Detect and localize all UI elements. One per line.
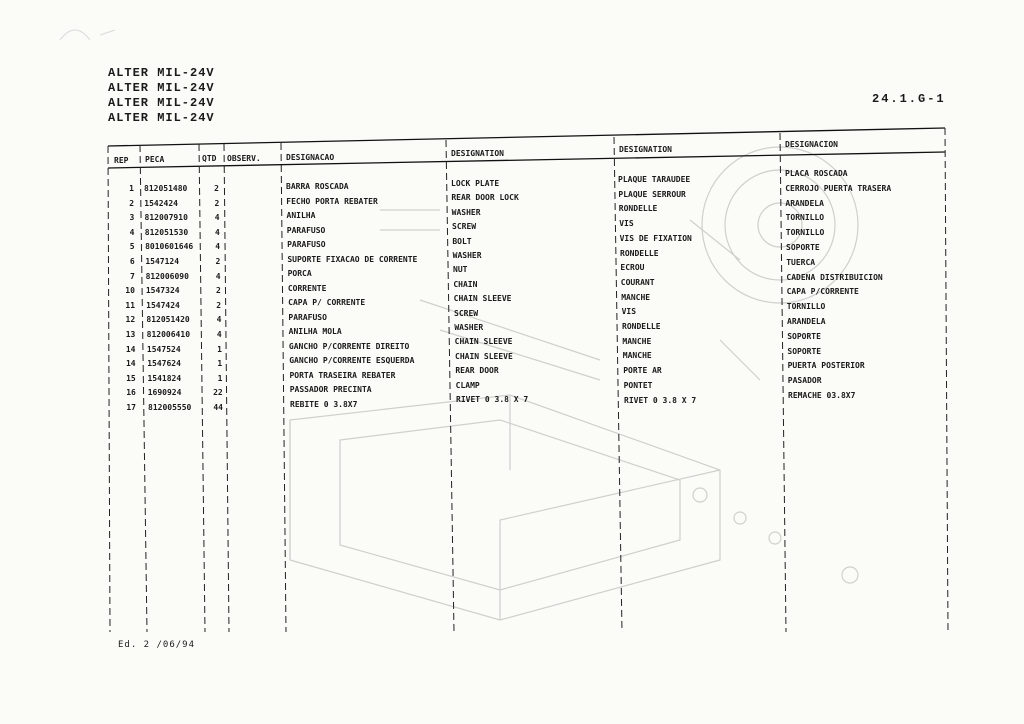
- cell-designacion: TORNILLO: [785, 228, 825, 238]
- cell-peca: 812006410: [146, 330, 191, 339]
- cell-designacion: SOPORTE: [787, 331, 821, 341]
- cell-designacion: CERROJO PUERTA TRASERA: [785, 183, 892, 193]
- cell-designation-fr: VIS DE FIXATION: [619, 233, 692, 243]
- cell-rep: 12: [125, 315, 136, 325]
- cell-designacao: PARAFUSO: [287, 240, 326, 249]
- cell-qtd: 4: [215, 242, 221, 252]
- title-line: ALTER MIL-24V: [108, 111, 215, 125]
- cell-qtd: 1: [217, 373, 223, 383]
- column-header-designation-fr: DESIGNATION: [619, 145, 672, 154]
- cell-designacao: BARRA ROSCADA: [286, 182, 349, 191]
- cell-peca: 812051530: [144, 227, 189, 237]
- cell-designation-fr: ECROU: [620, 263, 645, 273]
- cell-designacion: TORNILLO: [786, 302, 826, 312]
- cell-designation-fr: MANCHE: [622, 351, 652, 361]
- cell-rep: 16: [126, 388, 136, 398]
- cell-peca: 1547524: [146, 344, 181, 354]
- cell-designation-en: WASHER: [451, 207, 481, 217]
- cell-designacion: ARANDELA: [787, 317, 826, 326]
- cell-designation-fr: RIVET 0 3.8 X 7: [624, 395, 697, 405]
- column-header-peca: PECA: [145, 155, 165, 164]
- cell-qtd: 44: [213, 403, 223, 412]
- cell-designacao: ANILHA MOLA: [288, 327, 342, 336]
- cell-designacao: PORCA: [287, 269, 312, 278]
- cell-designacion: SOPORTE: [787, 346, 822, 356]
- cell-peca: 1541824: [147, 373, 182, 383]
- cell-peca: 8010601646: [145, 242, 194, 252]
- cell-qtd: 22: [213, 388, 223, 398]
- cell-designation-fr: RONDELLE: [622, 322, 661, 331]
- cell-qtd: 4: [215, 271, 221, 281]
- cell-designation-fr: RONDELLE: [620, 248, 659, 258]
- cell-designacao: PARAFUSO: [286, 225, 326, 235]
- title-line: ALTER MIL-24V: [108, 81, 215, 95]
- cell-designacion: ARANDELA: [785, 198, 824, 208]
- cell-rep: 14: [125, 359, 136, 369]
- cell-rep: 10: [125, 286, 135, 296]
- title-line: ALTER MIL-24V: [108, 66, 215, 80]
- cell-designation-fr: PLAQUE TARAUDEE: [618, 175, 691, 184]
- cell-rep: 6: [129, 257, 135, 266]
- column-header-qtd: QTD: [202, 154, 217, 163]
- cell-designacao: PORTA TRASEIRA REBATER: [289, 370, 396, 380]
- cell-designacion: PUERTA POSTERIOR: [787, 361, 865, 371]
- cell-rep: 1: [129, 184, 134, 193]
- cell-designacao: GANCHO P/CORRENTE ESQUERDA: [289, 356, 415, 365]
- cell-qtd: 4: [216, 330, 222, 339]
- cell-designacion: REMACHE 03.8X7: [788, 391, 856, 400]
- cell-rep: 4: [129, 227, 135, 237]
- cell-peca: 812007910: [144, 213, 188, 223]
- cell-designation-en: RIVET 0 3.8 X 7: [456, 395, 529, 404]
- cell-designacao: GANCHO P/CORRENTE DIREITO: [288, 341, 410, 351]
- cell-designation-en: SCREW: [454, 308, 479, 318]
- cell-designation-en: REAR DOOR: [455, 366, 499, 376]
- cell-designacion: CADENA DISTRIBUICION: [786, 272, 883, 282]
- cell-designation-fr: PONTET: [623, 380, 653, 390]
- cell-designacao: PARAFUSO: [288, 312, 327, 322]
- cell-peca: 1547624: [147, 359, 181, 369]
- cell-peca: 812051420: [146, 315, 190, 325]
- cell-designation-en: CHAIN SLEEVE: [455, 351, 513, 361]
- cell-designacion: TORNILLO: [785, 213, 825, 223]
- cell-rep: 11: [125, 300, 136, 310]
- cell-designacao: ANILHA: [286, 211, 316, 220]
- column-header-designacion: DESIGNACION: [785, 140, 838, 149]
- cell-designacao: CAPA P/ CORRENTE: [288, 298, 366, 307]
- cell-designacao: REBITE 0 3.8X7: [290, 399, 358, 409]
- cell-designation-en: WASHER: [452, 251, 482, 260]
- cell-rep: 17: [126, 403, 136, 412]
- cell-peca: 812006090: [145, 271, 189, 281]
- cell-peca: 1547324: [145, 286, 180, 296]
- cell-designation-en: WASHER: [454, 323, 484, 332]
- cell-designation-fr: COURANT: [620, 277, 655, 287]
- cell-designacion: PASADOR: [787, 376, 822, 386]
- cell-designation-en: LOCK PLATE: [451, 179, 500, 188]
- cell-designation-en: CHAIN: [453, 279, 478, 289]
- cell-designation-fr: VIS: [621, 307, 637, 317]
- cell-rep: 14: [125, 344, 136, 354]
- column-header-rep: REP: [114, 156, 129, 165]
- cell-designation-en: SCREW: [452, 222, 477, 232]
- cell-designation-fr: VIS: [619, 219, 634, 229]
- cell-designacao: FECHO PORTA REBATER: [286, 196, 378, 206]
- cell-designation-en: NUT: [453, 265, 468, 275]
- cell-rep: 7: [129, 271, 135, 281]
- cell-qtd: 2: [216, 286, 221, 296]
- title-line: ALTER MIL-24V: [108, 96, 215, 110]
- cell-designacion: CAPA P/CORRENTE: [786, 287, 859, 297]
- cell-designation-fr: PLAQUE SERROUR: [618, 189, 686, 199]
- cell-designacion: TUERCA: [786, 257, 816, 267]
- cell-rep: 5: [129, 242, 135, 252]
- cell-designation-fr: MANCHE: [621, 292, 651, 302]
- cell-peca: 1542424: [144, 198, 178, 208]
- edition-date: Ed. 2 /06/94: [118, 640, 196, 650]
- cell-qtd: 1: [217, 344, 222, 354]
- column-header-designation-en: DESIGNATION: [451, 149, 504, 158]
- cell-qtd: 4: [216, 315, 222, 325]
- cell-peca: 812051480: [144, 184, 188, 193]
- cell-designacion: PLACA ROSCADA: [785, 169, 848, 178]
- cell-designacao: SUPORTE FIXACAO DE CORRENTE: [287, 254, 418, 264]
- column-header-observ: OBSERV.: [227, 154, 261, 163]
- cell-peca: 1690924: [147, 388, 182, 398]
- cell-rep: 2: [129, 198, 135, 208]
- cell-qtd: 2: [215, 257, 221, 266]
- page-reference: 24.1.G-1: [872, 92, 946, 106]
- cell-designacao: CORRENTE: [287, 283, 327, 293]
- cell-peca: 1547424: [146, 300, 180, 310]
- cell-qtd: 2: [216, 300, 222, 310]
- cell-qtd: 2: [214, 198, 220, 208]
- cell-peca: 812005550: [148, 403, 192, 412]
- cell-designacion: SOPORTE: [786, 243, 820, 252]
- cell-qtd: 2: [214, 184, 219, 193]
- cell-rep: 13: [125, 330, 136, 339]
- column-header-designacao: DESIGNACAO: [286, 153, 335, 162]
- cell-qtd: 4: [214, 227, 220, 237]
- cell-designation-fr: PORTE AR: [623, 366, 662, 376]
- cell-designation-en: BOLT: [452, 236, 472, 246]
- cell-designation-fr: RONDELLE: [618, 204, 658, 214]
- cell-designation-fr: MANCHE: [622, 336, 652, 346]
- cell-qtd: 1: [217, 359, 223, 369]
- cell-rep: 15: [126, 373, 136, 383]
- cell-qtd: 4: [214, 213, 220, 223]
- cell-designation-en: CHAIN SLEEVE: [453, 294, 512, 304]
- cell-peca: 1547124: [145, 257, 180, 266]
- cell-designation-en: CLAMP: [455, 380, 480, 390]
- cell-rep: 3: [129, 213, 135, 223]
- cell-designacao: PASSADOR PRECINTA: [289, 385, 372, 394]
- cell-designation-en: REAR DOOR LOCK: [451, 193, 519, 203]
- cell-designation-en: CHAIN SLEEVE: [454, 337, 513, 347]
